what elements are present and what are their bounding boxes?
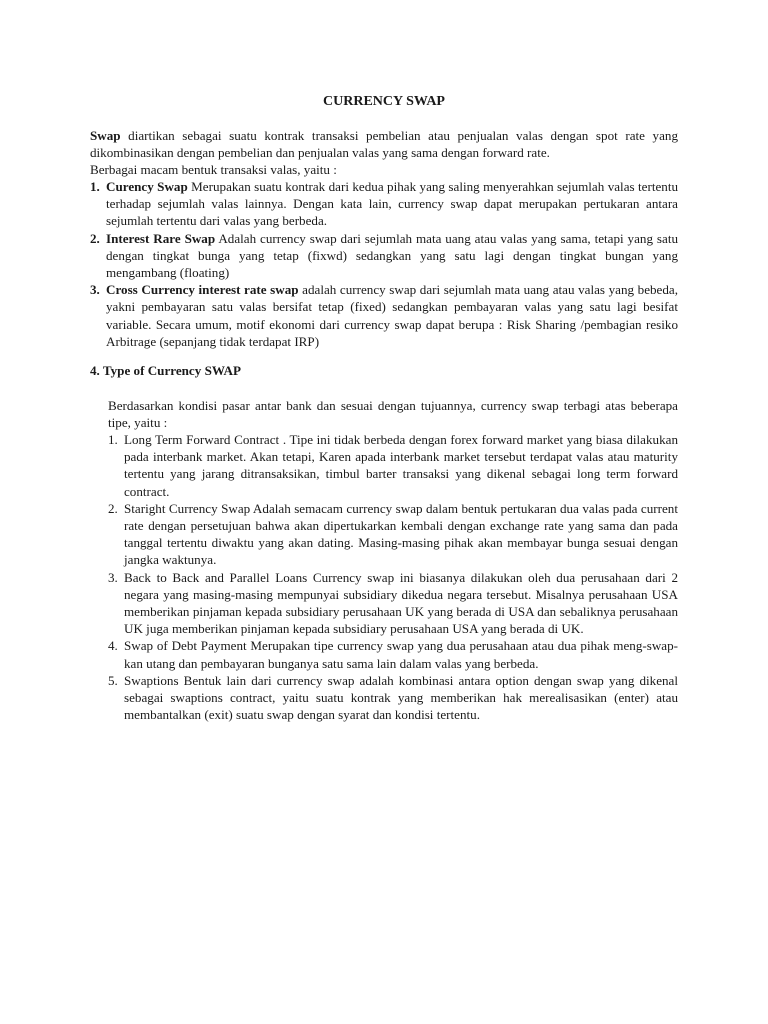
list-item-text: Merupakan suatu kontrak dari kedua pihak yang saling menyerahkan sejumlah valas tertentu terhadap sejumlah valas lainnya. Dengan kata lain, currency swap dapat merupakan pertukaran antara sejumlah tertentu dari valas yang berbeda.	[106, 179, 678, 229]
list-item	[90, 178, 678, 230]
list-item	[108, 569, 678, 638]
list-item-number: 1.	[90, 179, 100, 194]
section-intro: Berdasarkan kondisi pasar antar bank dan sesuai dengan tujuannya, currency swap terbagi atas beberapa tipe, yaitu :	[108, 398, 678, 431]
section-heading: 4. Type of Currency SWAP	[90, 363, 241, 378]
intro-lead: Berbagai macam bentuk transaksi valas, yaitu :	[90, 162, 337, 178]
list-item	[108, 637, 678, 671]
list-item-number: 5.	[108, 672, 118, 688]
list-item-number: 3.	[108, 569, 118, 585]
list-item-text: Swaptions Bentuk lain dari currency swap adalah kombinasi antara option dengan swap yang dikenal sebagai swaptions contract, yaitu suatu kontrak yang memberikan hak merealisasikan (enter) atau membantalkan (exit) suatu swap dengan syarat dan kondisi tertentu.	[124, 672, 678, 723]
transaction-list	[90, 178, 678, 350]
list-item-number: 2.	[108, 500, 118, 516]
list-item	[108, 500, 678, 569]
list-item-text: Adalah currency swap dari sejumlah mata uang atau valas yang sama, tetapi yang satu dengan tingkat bunga yang tetap (fixwd) sedangkan yang satu lagi dengan tingkat bungan yang mengambang (floating)	[106, 230, 678, 281]
swap-definition-text: diartikan sebagai suatu kontrak transaksi pembelian atau penjualan valas dengan spot rate yang dikombinasikan dengan pembelian dan penjualan valas yang sama dengan forward rate.	[90, 128, 678, 161]
list-item-text: Back to Back and Parallel Loans Currency swap ini biasanya dilakukan oleh dua perusahaan dari 2 negara yang masing-masing mempunyai subsidiary dikedua negara tersebut. Misalnya perusahaan USA memberikan pinjaman kepada subsidiary perusahaan UK yang berada di USA dan sebaliknya perusahaan UK juga memberikan pinjaman kepada subsidiary perusahaan USA yang berada di UK.	[124, 569, 678, 637]
list-item-term: Cross Currency interest rate swap	[106, 282, 299, 298]
list-item	[90, 230, 678, 282]
list-item-number: 3.	[90, 282, 100, 298]
list-item-text: Long Term Forward Contract . Tipe ini tidak berbeda dengan forex forward market yang biasa dilakukan pada interbank market. Akan tetapi, Karen apada interbank market tersebut terdapat valas atau maturity tertentu yang jarang ditransaksikan, timbul barter transaksi yang dikenal sebagai long term forward contract.	[124, 432, 678, 499]
list-item-text: Swap of Debt Payment Merupakan tipe currency swap yang dua perusahaan atau dua pihak meng-swap-kan utang dan pembayaran bunganya satu sama lain dalam valas yang berbeda.	[124, 638, 678, 671]
list-item	[108, 672, 678, 724]
list-item-text: adalah currency swap dari sejumlah mata uang atau valas yang bebeda, yakni pembayaran satu valas bersifat tetap (fixed) sedangkan pembayaran valas yang satu lagi besifat variable. Secara umum, motif ekonomi dari currency swap dapat berupa : Risk Sharing /pembagian resiko Arbitrage (sepanjang tidak terdapat IRP)	[106, 282, 678, 349]
page-title: CURRENCY SWAP	[323, 94, 445, 109]
list-item-number: 4.	[108, 638, 118, 654]
list-item-number: 1.	[108, 432, 118, 447]
list-item-term: Interest Rare Swap	[106, 230, 216, 246]
swap-type-list	[108, 431, 678, 723]
intro-block	[90, 127, 678, 179]
list-item	[90, 281, 678, 350]
list-item-text: Staright Currency Swap Adalah semacam currency swap dalam bentuk pertukaran dua valas pada current rate dengan persetujuan bahwa akan dipertukarkan kembali dengan exchange rate yang sama dan pada tanggal tertentu diwaktu yang akan dating. Masing-masing pihak akan membayar bunga sesuai dengan jangka waktunya.	[124, 500, 678, 568]
list-item-term: Curency Swap	[106, 179, 188, 194]
swap-term: Swap	[90, 128, 121, 143]
list-item	[108, 431, 678, 500]
list-item-number: 2.	[90, 230, 100, 246]
swap-definition	[90, 127, 678, 161]
